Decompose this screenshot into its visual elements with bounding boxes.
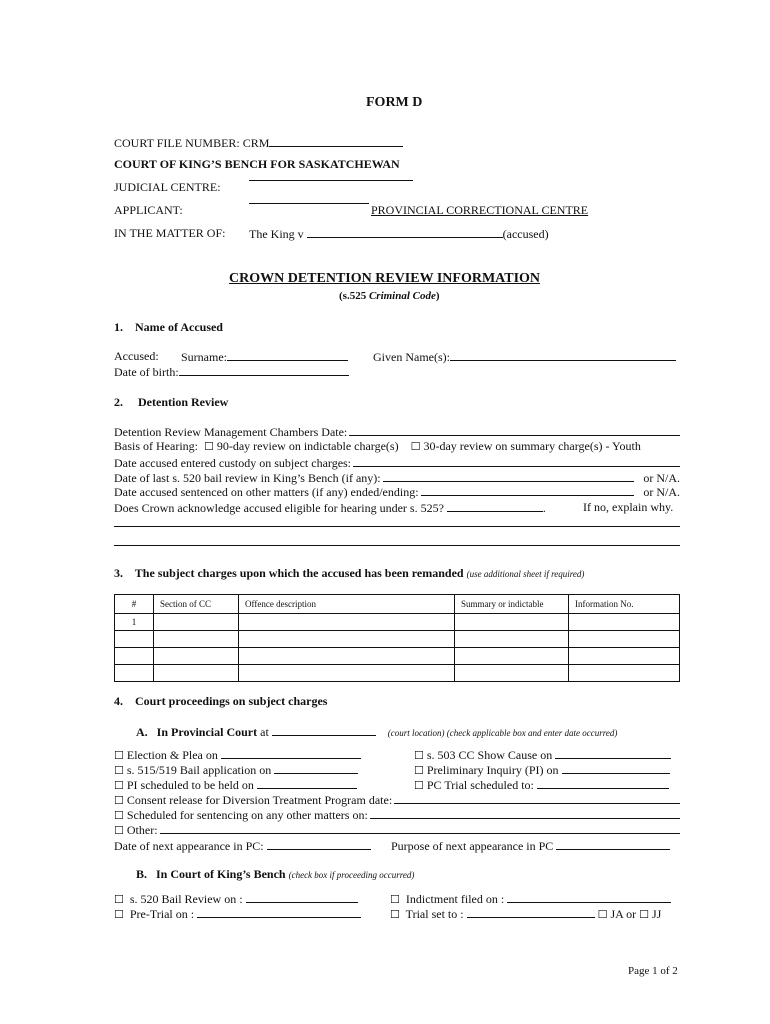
section4-heading: 4. Court proceedings on subject charges <box>114 694 328 708</box>
pc-trial-row: ☐ PC Trial scheduled to: <box>414 777 669 793</box>
table-cell[interactable] <box>455 665 569 682</box>
doc-subtitle: (s.525 Criminal Code) <box>339 290 440 302</box>
accused-label: Accused: <box>114 349 159 363</box>
form-title: FORM D <box>366 95 423 110</box>
prelim-row: ☐ Preliminary Inquiry (PI) on <box>414 762 670 778</box>
charges-table <box>114 594 680 682</box>
matter-line: The King v (accused) <box>249 227 549 241</box>
table-cell[interactable] <box>115 631 154 648</box>
pretrial-field[interactable] <box>197 906 361 918</box>
pi-scheduled-row: ☐ PI scheduled to be held on <box>114 777 357 793</box>
col-information-no: Information No. <box>569 595 680 614</box>
bail-515-row: ☐ s. 515/519 Bail application on <box>114 762 358 778</box>
ja-checkbox[interactable]: ☐ <box>597 908 608 921</box>
table-cell[interactable] <box>154 614 239 631</box>
sentencing-other-row: ☐ Scheduled for sentencing on any other matters on: <box>114 807 680 823</box>
chambers-date-field[interactable] <box>349 424 680 436</box>
dob-row: Date of birth: <box>114 364 349 380</box>
bail-515-checkbox[interactable]: ☐ <box>114 764 124 777</box>
next-appearance-row: Date of next appearance in PC: <box>114 838 371 854</box>
custody-field[interactable] <box>353 455 680 467</box>
pi-scheduled-field[interactable] <box>257 777 357 789</box>
last-bail-row: Date of last s. 520 bail review in King’s Bench (if any): or N/A. <box>114 471 680 485</box>
section3-heading-row <box>114 566 584 581</box>
section3-heading: 3. The subject charges upon which the accused has been remanded <box>114 566 464 580</box>
table-cell[interactable] <box>569 631 680 648</box>
kings-bench-row <box>136 867 414 882</box>
table-cell[interactable] <box>239 648 455 665</box>
table-row <box>115 631 680 648</box>
table-row <box>115 614 680 631</box>
table-cell[interactable] <box>115 648 154 665</box>
pc-trial-field[interactable] <box>537 777 669 789</box>
section2-heading: 2. Detention Review <box>114 395 229 409</box>
option-30-checkbox[interactable]: ☐ <box>410 440 421 453</box>
other-checkbox[interactable]: ☐ <box>114 824 124 837</box>
pi-scheduled-checkbox[interactable]: ☐ <box>114 779 124 792</box>
other-field[interactable] <box>160 822 680 834</box>
given-names-field[interactable] <box>450 349 676 361</box>
pretrial-row: ☐ Pre-Trial on : <box>114 906 361 922</box>
table-header-row <box>115 595 680 614</box>
custody-row: Date accused entered custody on subject charges: <box>114 455 680 471</box>
section1-heading: 1. Name of Accused <box>114 320 223 334</box>
judicial-centre-field[interactable] <box>249 180 413 181</box>
sentenced-row: Date accused sentenced on other matters (if any) ended/ending: or N/A. <box>114 485 680 499</box>
kb-bail-checkbox[interactable]: ☐ <box>114 893 124 906</box>
col-summary-indictable: Summary or indictable <box>455 595 569 614</box>
applicant-label: APPLICANT: <box>114 203 183 217</box>
next-appearance-field[interactable] <box>267 838 371 850</box>
table-row <box>115 648 680 665</box>
given-names-row: Given Name(s): <box>373 349 676 365</box>
indictment-field[interactable] <box>507 891 671 903</box>
table-cell[interactable] <box>239 631 455 648</box>
indictment-row: ☐ Indictment filed on : <box>390 891 671 907</box>
option-30-label: 30-day review on summary charge(s) - Youth <box>423 439 641 453</box>
cc503-checkbox[interactable]: ☐ <box>414 749 424 762</box>
section3-note: (use additional sheet if required) <box>466 569 585 579</box>
court-file-number-label: COURT FILE NUMBER: CRM <box>114 135 403 151</box>
table-cell[interactable] <box>455 648 569 665</box>
bail-515-field[interactable] <box>274 762 358 774</box>
provincial-court-heading: A. In Provincial Court <box>136 725 258 739</box>
court-file-number-field[interactable] <box>269 135 403 147</box>
court-name: COURT OF KING’S BENCH FOR SASKATCHEWAN <box>114 157 400 171</box>
consent-release-field[interactable] <box>394 792 680 804</box>
table-cell: 1 <box>115 614 154 631</box>
accused-name-field[interactable] <box>307 226 503 238</box>
kb-bail-field[interactable] <box>246 891 358 903</box>
table-cell[interactable] <box>154 648 239 665</box>
col-number: # <box>115 595 154 614</box>
explain-line-2[interactable] <box>114 545 680 546</box>
doc-title: CROWN DETENTION REVIEW INFORMATION <box>229 271 541 286</box>
table-cell[interactable] <box>455 631 569 648</box>
sentencing-other-field[interactable] <box>370 807 680 819</box>
table-cell[interactable] <box>569 665 680 682</box>
chambers-date-row: Detention Review Management Chambers Date: <box>114 424 680 440</box>
sentenced-field[interactable] <box>421 484 635 496</box>
applicant-value: PROVINCIAL CORRECTIONAL CENTRE <box>371 203 589 217</box>
dob-field[interactable] <box>179 364 349 376</box>
other-row: ☐ Other: <box>114 822 680 838</box>
table-cell[interactable] <box>569 614 680 631</box>
table-cell[interactable] <box>239 614 455 631</box>
prelim-field[interactable] <box>562 762 670 774</box>
table-row <box>115 665 680 682</box>
table-cell[interactable] <box>239 665 455 682</box>
last-bail-field[interactable] <box>383 470 635 482</box>
applicant-blank[interactable] <box>249 203 369 204</box>
trial-set-field[interactable] <box>467 906 595 918</box>
explain-label: If no, explain why. <box>583 500 674 514</box>
cc503-field[interactable] <box>555 747 671 759</box>
trial-set-row: ☐ Trial set to : ☐ JA or ☐ JJ <box>390 907 662 921</box>
matter-label: IN THE MATTER OF: <box>114 226 226 240</box>
option-90-checkbox[interactable]: ☐ <box>203 440 214 453</box>
consent-release-row: ☐ Consent release for Diversion Treatment Program date: <box>114 792 680 808</box>
election-plea-row: ☐ Election & Plea on <box>114 747 361 763</box>
election-plea-checkbox[interactable]: ☐ <box>114 749 124 762</box>
table-cell[interactable] <box>455 614 569 631</box>
surname-field[interactable] <box>227 349 348 361</box>
purpose-next-field[interactable] <box>556 838 670 850</box>
provincial-court-row: A. In Provincial Court at (court location) (check applicable box and enter date occurred) <box>136 725 618 739</box>
pretrial-checkbox[interactable]: ☐ <box>114 908 124 921</box>
judicial-centre-label: JUDICIAL CENTRE: <box>114 180 221 194</box>
table-cell[interactable] <box>154 631 239 648</box>
election-plea-field[interactable] <box>221 747 361 759</box>
jj-checkbox[interactable]: ☐ <box>639 908 649 921</box>
pc-trial-checkbox[interactable]: ☐ <box>414 779 424 792</box>
table-cell[interactable] <box>569 648 680 665</box>
provincial-court-note: (court location) (check applicable box and enter date occurred) <box>387 728 618 738</box>
indictment-checkbox[interactable]: ☐ <box>390 893 400 906</box>
page-number: Page 1 of 2 <box>628 965 678 977</box>
table-cell[interactable] <box>154 665 239 682</box>
basis-row: Basis of Hearing: ☐ 90-day review on indictable charge(s) ☐ 30-day review on summary charge(s) - Youth <box>114 439 641 453</box>
eligible-field[interactable] <box>447 500 543 512</box>
kings-bench-heading: B. In Court of King’s Bench <box>136 867 286 881</box>
cc503-row: ☐ s. 503 CC Show Cause on <box>414 747 671 763</box>
option-90-label: 90-day review on indictable charge(s) <box>216 439 399 453</box>
purpose-next-row: Purpose of next appearance in PC <box>391 838 670 854</box>
explain-line-1[interactable] <box>114 526 680 527</box>
col-section-cc: Section of CC <box>154 595 239 614</box>
table-cell[interactable] <box>115 665 154 682</box>
kb-bail-row: ☐ s. 520 Bail Review on : <box>114 891 358 907</box>
surname-row: Surname: <box>181 349 348 365</box>
court-location-field[interactable] <box>272 724 376 736</box>
prelim-checkbox[interactable]: ☐ <box>414 764 424 777</box>
trial-set-checkbox[interactable]: ☐ <box>390 908 400 921</box>
consent-release-checkbox[interactable]: ☐ <box>114 794 124 807</box>
col-offence: Offence description <box>239 595 455 614</box>
kings-bench-note: (check box if proceeding occurred) <box>288 870 415 880</box>
sentencing-other-checkbox[interactable]: ☐ <box>114 809 124 822</box>
eligible-row: Does Crown acknowledge accused eligible for hearing under s. 525? . <box>114 501 546 515</box>
